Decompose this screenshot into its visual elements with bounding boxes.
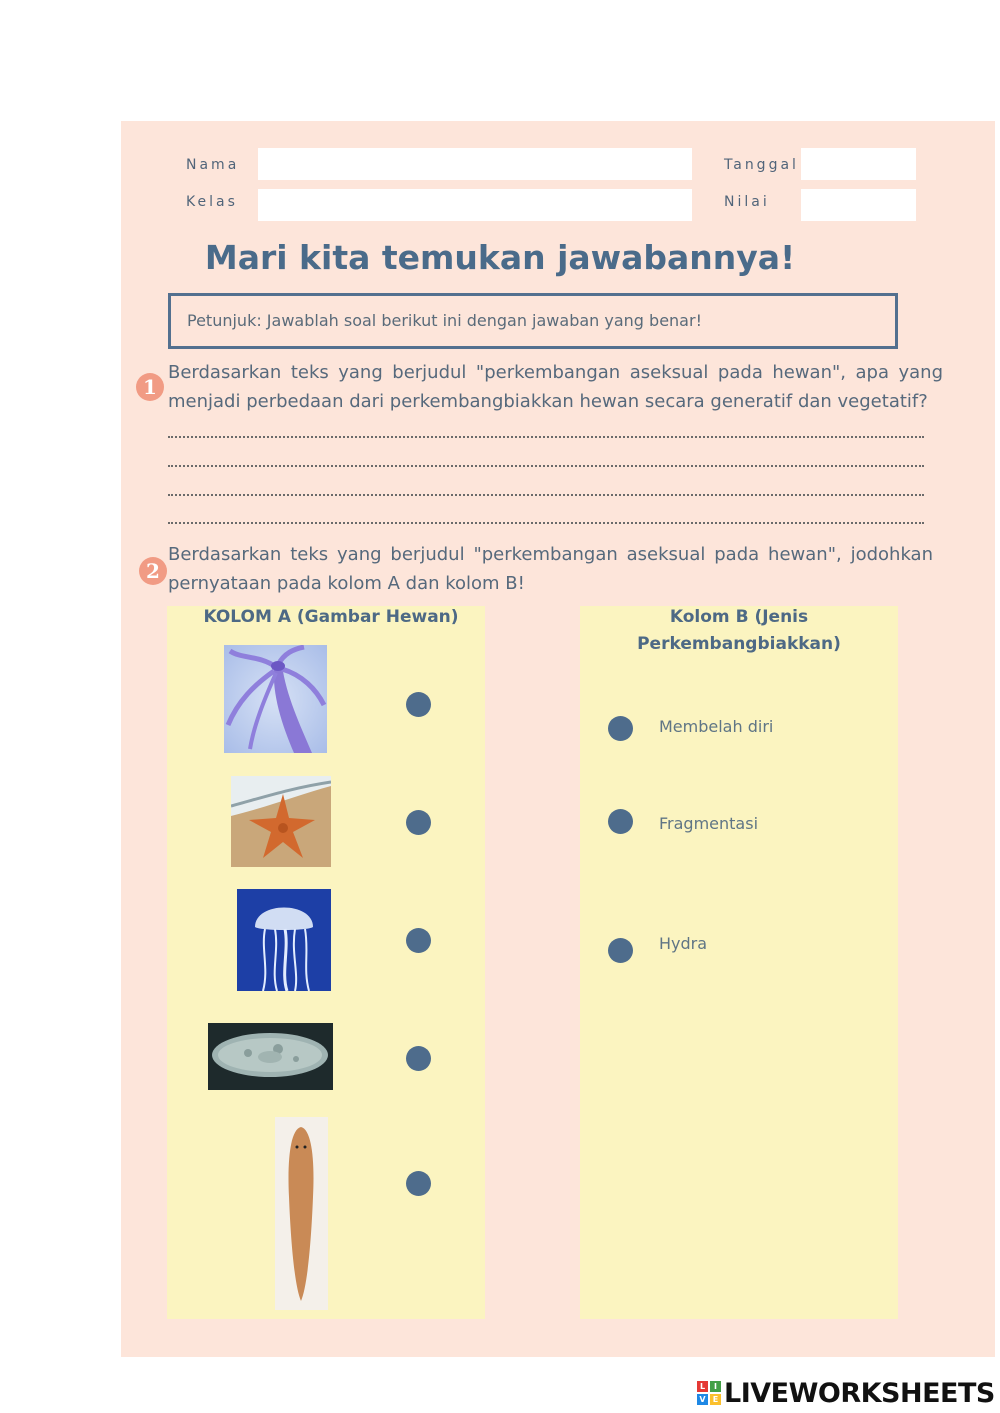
- brand-name: LIVEWORKSHEETS: [724, 1377, 995, 1409]
- option-fragmentasi: Fragmentasi: [659, 814, 759, 833]
- match-dot-a5[interactable]: [406, 1171, 431, 1196]
- starfish-image: [231, 776, 331, 867]
- paramecium-image: [208, 1023, 333, 1090]
- question-1-number: 1: [136, 373, 164, 401]
- column-b-heading: [580, 604, 898, 658]
- question-2-text: Berdasarkan teks yang berjudul "perkembangan aseksual pada hewan", jodohkan pernyataan pada kolom A dan kolom B!: [168, 544, 933, 594]
- match-dot-a1[interactable]: [406, 692, 431, 717]
- nama-input[interactable]: [258, 148, 692, 180]
- column-b-heading-line1: Kolom B (Jenis: [669, 607, 809, 627]
- option-membelah-diri: Membelah diri: [659, 717, 774, 736]
- column-b: [580, 606, 898, 1319]
- answer-line-1: [168, 436, 924, 438]
- planaria-image: [275, 1117, 328, 1310]
- answer-line-3: [168, 494, 924, 496]
- answer-line-2: [168, 465, 924, 467]
- answer-line-4: [168, 522, 924, 524]
- column-a-heading: KOLOM A (Gambar Hewan): [203, 607, 459, 627]
- nilai-input[interactable]: [801, 189, 916, 221]
- kelas-input[interactable]: [258, 189, 692, 221]
- page-title: Mari kita temukan jawabannya!: [204, 238, 796, 277]
- match-dot-b1[interactable]: [608, 716, 633, 741]
- match-dot-a2[interactable]: [406, 810, 431, 835]
- match-dot-b3[interactable]: [608, 938, 633, 963]
- logo-blocks-icon: L I V E: [697, 1381, 721, 1405]
- match-dot-a3[interactable]: [406, 928, 431, 953]
- kelas-label: Kelas: [186, 194, 238, 210]
- nilai-label: Nilai: [724, 194, 770, 210]
- column-b-heading-line2: Perkembangbiakkan): [637, 634, 841, 654]
- nama-label: Nama: [186, 157, 240, 173]
- jellyfish-image: [237, 889, 331, 991]
- hydra-image: [224, 645, 327, 753]
- match-dot-b2[interactable]: [608, 809, 633, 834]
- question-2-number: 2: [139, 557, 167, 585]
- instruction-box: [168, 293, 898, 349]
- tanggal-input[interactable]: [801, 148, 916, 180]
- instruction-text: Petunjuk: Jawablah soal berikut ini dengan jawaban yang benar!: [187, 311, 702, 330]
- question-1-text: Berdasarkan teks yang berjudul "perkembangan aseksual pada hewan", apa yang menjadi perbedaan dari perkembangbiakkan hewan secara generatif dan vegetatif?: [168, 362, 943, 412]
- liveworksheets-logo: [697, 1375, 995, 1411]
- option-hydra: Hydra: [659, 934, 708, 953]
- tanggal-label: Tanggal: [724, 157, 799, 173]
- match-dot-a4[interactable]: [406, 1046, 431, 1071]
